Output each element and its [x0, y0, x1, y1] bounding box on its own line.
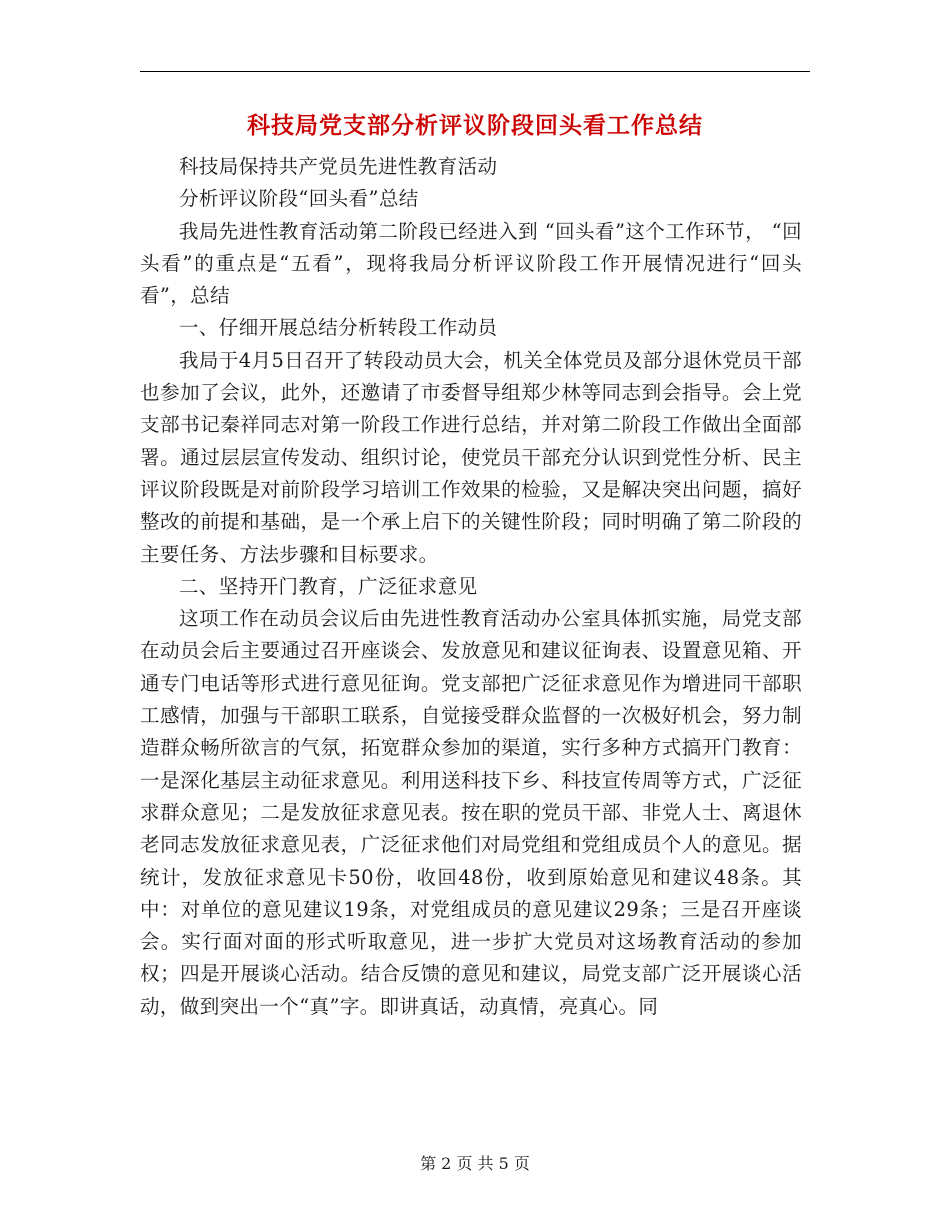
paragraph-section-1: 我局于4月5日召开了转段动员大会，机关全体党员及部分退休党员干部也参加了会议，此外，还邀请了市委督导组郑少林等同志到会指导。会上党支部书记秦祥同志对第一阶段工作进行总结，并对第二阶段工作做出全面部署。通过层层宣传发动、组织讨论，使党员干部充分认识到党性分析、民主评议阶段既是对前阶段学习培训工作效果的检验，又是解决突出问题，搞好整改的前提和基础，是一个承上启下的关键性阶段；同时明确了第二阶段的主要任务、方法步骤和目标要求。 — [140, 348, 802, 566]
paragraph-intro: 我局先进性教育活动第二阶段已经进入到 “回头看”这个工作环节， “回头看”的重点是“五看”，现将我局分析评议阶段工作开展情况进行“回头看”，总结 — [140, 219, 802, 308]
section-heading-2: 二、坚持开门教育，广泛征求意见 — [179, 574, 478, 598]
paragraph-section-2: 这项工作在动员会议后由先进性教育活动办公室具体抓实施，局党支部在动员会后主要通过召开座谈会、发放意见和建议征询表、设置意见箱、开通专门电话等形式进行意见征询。党支部把广泛征求意见作为增进同干部职工感情，加强与干部职工联系，自觉接受群众监督的一次极好机会，努力制造群众畅所欲言的气氛，拓宽群众参加的渠道，实行多种方式搞开门教育：一是深化基层主动征求意见。利用送科技下乡、科技宣传周等方式，广泛征求群众意见；二是发放征求意见表。按在职的党员干部、非党人士、离退休老同志发放征求意见表，广泛征求他们对局党组和党组成员个人的意见。据统计，发放征求意见卡50份，收回48份，收到原始意见和建议48条。其中：对单位的意见建议19条，对党组成员的意见建议29条；三是召开座谈会。实行面对面的形式听取意见，进一步扩大党员对这场教育活动的参加权；四是开展谈心活动。结合反馈的意见和建议，局党支部广泛开展谈心活动，做到突出一个“真”字。即讲真话，动真情，亮真心。同 — [140, 607, 802, 1018]
document-body — [140, 151, 802, 1023]
header-rule — [140, 71, 810, 72]
paragraph-subtitle-2: 分析评议阶段“回头看”总结 — [179, 187, 419, 211]
paragraph-subtitle-1: 科技局保持共产党员先进性教育活动 — [179, 155, 498, 178]
page-number: 第 2 页 共 5 页 — [420, 1154, 530, 1173]
section-heading-1: 一、仔细开展总结分析转段工作动员 — [179, 316, 498, 340]
document-title: 科技局党支部分析评议阶段回头看工作总结 — [247, 112, 703, 139]
page-footer — [0, 1153, 950, 1175]
